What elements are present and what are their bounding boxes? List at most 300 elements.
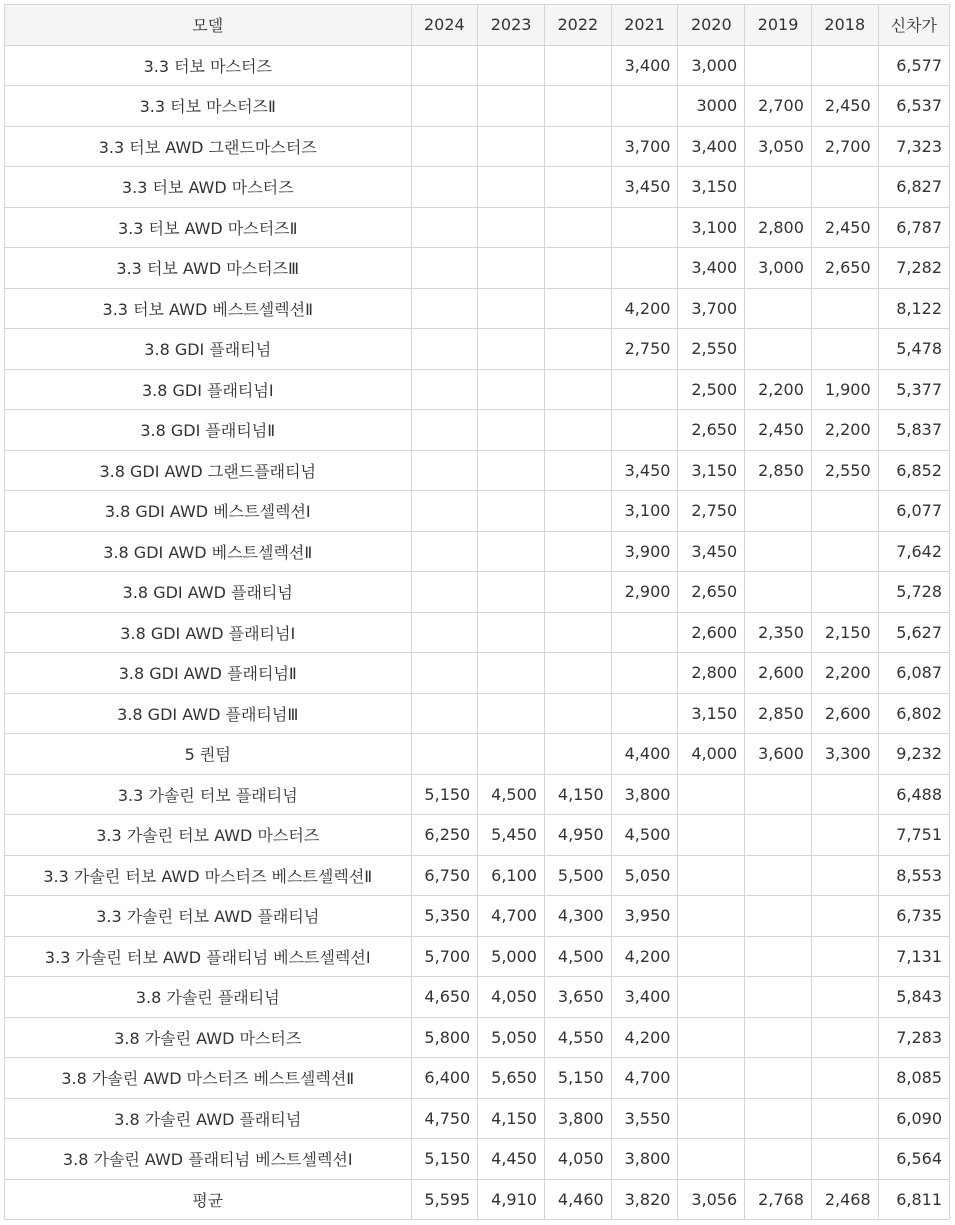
price-cell: 5,843 <box>878 977 949 1018</box>
price-cell <box>544 207 611 248</box>
table-row <box>5 774 950 815</box>
price-cell: 5,050 <box>611 855 678 896</box>
price-cell: 5,350 <box>411 896 478 937</box>
price-cell <box>478 612 545 653</box>
table-row <box>5 1139 950 1180</box>
price-cell: 2,200 <box>811 653 878 694</box>
price-cell <box>478 734 545 775</box>
price-cell <box>544 86 611 127</box>
price-cell <box>811 45 878 86</box>
price-cell <box>544 531 611 572</box>
table-row <box>5 1058 950 1099</box>
price-cell <box>411 734 478 775</box>
price-cell <box>411 369 478 410</box>
model-name-cell: 3.3 가솔린 터보 AWD 마스터즈 <box>5 815 412 856</box>
price-cell <box>811 491 878 532</box>
price-cell: 4,400 <box>611 734 678 775</box>
price-cell: 4,550 <box>544 1017 611 1058</box>
price-cell <box>544 288 611 329</box>
price-cell: 6,077 <box>878 491 949 532</box>
table-row <box>5 531 950 572</box>
table-row <box>5 734 950 775</box>
price-cell <box>745 977 812 1018</box>
price-cell: 2,200 <box>811 410 878 451</box>
price-cell: 4,500 <box>478 774 545 815</box>
price-cell <box>544 167 611 208</box>
price-cell: 5,478 <box>878 329 949 370</box>
price-cell: 4,750 <box>411 1098 478 1139</box>
price-cell: 4,500 <box>611 815 678 856</box>
price-cell <box>611 369 678 410</box>
price-cell <box>411 531 478 572</box>
model-name-cell: 3.3 터보 AWD 베스트셀렉션Ⅱ <box>5 288 412 329</box>
price-cell <box>411 653 478 694</box>
price-cell: 5,700 <box>411 936 478 977</box>
average-cell: 4,910 <box>478 1179 545 1220</box>
price-cell: 2,700 <box>745 86 812 127</box>
price-cell <box>745 1058 812 1099</box>
model-name-cell: 3.3 터보 마스터즈 <box>5 45 412 86</box>
price-cell: 3,150 <box>678 693 745 734</box>
price-cell: 3,000 <box>678 45 745 86</box>
price-cell: 9,232 <box>878 734 949 775</box>
header-2024: 2024 <box>411 5 478 46</box>
price-cell: 6,750 <box>411 855 478 896</box>
price-cell: 7,282 <box>878 248 949 289</box>
price-cell <box>411 126 478 167</box>
price-cell: 7,283 <box>878 1017 949 1058</box>
price-cell: 4,500 <box>544 936 611 977</box>
price-cell <box>478 86 545 127</box>
price-cell: 7,642 <box>878 531 949 572</box>
model-name-cell: 5 퀀텀 <box>5 734 412 775</box>
price-cell: 4,200 <box>611 288 678 329</box>
price-cell <box>678 1098 745 1139</box>
price-cell: 4,300 <box>544 896 611 937</box>
header-2023: 2023 <box>478 5 545 46</box>
header-new-car-price: 신차가 <box>878 5 949 46</box>
price-cell: 7,323 <box>878 126 949 167</box>
model-name-cell: 3.8 GDI 플래티넘Ⅰ <box>5 369 412 410</box>
table-row <box>5 86 950 127</box>
price-cell <box>745 1098 812 1139</box>
price-cell: 7,131 <box>878 936 949 977</box>
table-row <box>5 329 950 370</box>
price-cell: 2,450 <box>745 410 812 451</box>
price-cell <box>411 248 478 289</box>
price-cell: 2,900 <box>611 572 678 613</box>
price-cell: 3,600 <box>745 734 812 775</box>
price-cell <box>678 896 745 937</box>
table-row <box>5 207 950 248</box>
price-cell: 3,100 <box>678 207 745 248</box>
price-cell <box>678 977 745 1018</box>
price-cell <box>411 450 478 491</box>
price-cell <box>745 1139 812 1180</box>
average-label: 평균 <box>5 1179 412 1220</box>
average-row <box>5 1179 950 1220</box>
price-cell: 5,050 <box>478 1017 545 1058</box>
price-cell: 6,827 <box>878 167 949 208</box>
price-cell: 4,450 <box>478 1139 545 1180</box>
price-cell: 3,300 <box>811 734 878 775</box>
price-cell: 2,200 <box>745 369 812 410</box>
price-cell: 4,650 <box>411 977 478 1018</box>
price-cell <box>478 126 545 167</box>
price-cell: 5,650 <box>478 1058 545 1099</box>
price-cell: 4,150 <box>478 1098 545 1139</box>
price-cell <box>411 612 478 653</box>
price-cell: 2,650 <box>678 410 745 451</box>
price-cell: 2,450 <box>811 207 878 248</box>
price-cell: 6,488 <box>878 774 949 815</box>
price-cell: 3,800 <box>611 774 678 815</box>
price-cell: 7,751 <box>878 815 949 856</box>
price-cell: 3,400 <box>678 248 745 289</box>
model-name-cell: 3.3 가솔린 터보 플래티넘 <box>5 774 412 815</box>
price-cell <box>544 572 611 613</box>
price-cell <box>478 572 545 613</box>
table-row <box>5 572 950 613</box>
price-cell: 2,750 <box>678 491 745 532</box>
price-cell <box>811 977 878 1018</box>
table-row <box>5 126 950 167</box>
price-cell: 4,050 <box>478 977 545 1018</box>
price-cell: 2,850 <box>745 450 812 491</box>
table-row <box>5 491 950 532</box>
table-row <box>5 815 950 856</box>
table-row <box>5 936 950 977</box>
table-row <box>5 977 950 1018</box>
price-cell <box>478 693 545 734</box>
price-cell <box>544 369 611 410</box>
table-row <box>5 167 950 208</box>
price-cell <box>745 531 812 572</box>
price-cell <box>811 531 878 572</box>
price-cell <box>745 896 812 937</box>
price-cell <box>811 855 878 896</box>
price-cell: 3,400 <box>678 126 745 167</box>
average-cell: 5,595 <box>411 1179 478 1220</box>
header-2022: 2022 <box>544 5 611 46</box>
price-cell <box>811 288 878 329</box>
price-cell: 2,500 <box>678 369 745 410</box>
price-cell <box>678 855 745 896</box>
price-cell <box>678 1139 745 1180</box>
price-cell: 2,450 <box>811 86 878 127</box>
model-name-cell: 3.8 GDI AWD 그랜드플래티넘 <box>5 450 412 491</box>
model-name-cell: 3.8 가솔린 AWD 마스터즈 <box>5 1017 412 1058</box>
price-cell: 3,150 <box>678 167 745 208</box>
table-row <box>5 612 950 653</box>
price-cell: 3,100 <box>611 491 678 532</box>
table-row <box>5 450 950 491</box>
model-name-cell: 3.8 GDI AWD 플래티넘 <box>5 572 412 613</box>
price-cell: 5,000 <box>478 936 545 977</box>
price-cell <box>811 936 878 977</box>
price-cell: 5,150 <box>411 774 478 815</box>
price-cell: 2,800 <box>745 207 812 248</box>
average-cell: 6,811 <box>878 1179 949 1220</box>
price-cell <box>811 1098 878 1139</box>
price-cell: 3,450 <box>611 167 678 208</box>
price-cell <box>745 855 812 896</box>
price-cell: 4,700 <box>611 1058 678 1099</box>
price-cell: 5,627 <box>878 612 949 653</box>
table-row <box>5 1098 950 1139</box>
price-cell: 6,087 <box>878 653 949 694</box>
price-cell: 6,787 <box>878 207 949 248</box>
price-cell: 2,600 <box>678 612 745 653</box>
price-cell: 2,600 <box>811 693 878 734</box>
price-cell: 2,750 <box>611 329 678 370</box>
table-row <box>5 45 950 86</box>
model-name-cell: 3.8 가솔린 AWD 플래티넘 <box>5 1098 412 1139</box>
price-cell: 5,150 <box>544 1058 611 1099</box>
model-name-cell: 3.8 GDI AWD 플래티넘Ⅱ <box>5 653 412 694</box>
model-name-cell: 3.8 GDI AWD 플래티넘Ⅰ <box>5 612 412 653</box>
price-cell: 6,852 <box>878 450 949 491</box>
price-cell: 6,577 <box>878 45 949 86</box>
price-cell: 4,150 <box>544 774 611 815</box>
price-cell: 3,400 <box>611 45 678 86</box>
price-cell: 6,100 <box>478 855 545 896</box>
table-row <box>5 248 950 289</box>
price-cell <box>811 815 878 856</box>
model-name-cell: 3.8 GDI AWD 베스트셀렉션Ⅱ <box>5 531 412 572</box>
price-cell <box>611 410 678 451</box>
price-cell: 4,700 <box>478 896 545 937</box>
price-cell <box>544 693 611 734</box>
table-header-row <box>5 5 950 46</box>
price-cell: 8,553 <box>878 855 949 896</box>
table-row <box>5 369 950 410</box>
price-cell <box>544 45 611 86</box>
table-row <box>5 1017 950 1058</box>
price-cell: 6,250 <box>411 815 478 856</box>
price-cell: 5,450 <box>478 815 545 856</box>
price-cell: 2,850 <box>745 693 812 734</box>
average-cell: 4,460 <box>544 1179 611 1220</box>
average-cell: 2,768 <box>745 1179 812 1220</box>
model-name-cell: 3.8 GDI AWD 베스트셀렉션Ⅰ <box>5 491 412 532</box>
model-name-cell: 3.8 가솔린 플래티넘 <box>5 977 412 1018</box>
price-cell: 5,800 <box>411 1017 478 1058</box>
price-cell: 4,200 <box>611 1017 678 1058</box>
price-cell: 3,950 <box>611 896 678 937</box>
price-cell <box>811 1017 878 1058</box>
model-name-cell: 3.3 가솔린 터보 AWD 플래티넘 <box>5 896 412 937</box>
price-cell: 3,000 <box>745 248 812 289</box>
price-cell: 5,500 <box>544 855 611 896</box>
price-cell: 4,050 <box>544 1139 611 1180</box>
price-cell <box>544 612 611 653</box>
price-cell: 2,700 <box>811 126 878 167</box>
price-cell: 3000 <box>678 86 745 127</box>
price-cell <box>544 491 611 532</box>
price-cell <box>611 612 678 653</box>
price-cell: 2,550 <box>678 329 745 370</box>
price-cell: 5,377 <box>878 369 949 410</box>
price-cell <box>478 410 545 451</box>
header-2020: 2020 <box>678 5 745 46</box>
price-cell <box>544 410 611 451</box>
model-name-cell: 3.8 가솔린 AWD 마스터즈 베스트셀렉션Ⅱ <box>5 1058 412 1099</box>
price-cell: 3,800 <box>544 1098 611 1139</box>
model-name-cell: 3.3 터보 AWD 마스터즈 <box>5 167 412 208</box>
price-cell <box>811 1058 878 1099</box>
price-cell: 6,090 <box>878 1098 949 1139</box>
price-cell: 3,450 <box>611 450 678 491</box>
average-cell: 3,820 <box>611 1179 678 1220</box>
price-cell: 4,000 <box>678 734 745 775</box>
price-cell <box>745 329 812 370</box>
price-cell <box>411 288 478 329</box>
price-cell <box>544 126 611 167</box>
price-cell <box>478 653 545 694</box>
price-cell: 8,122 <box>878 288 949 329</box>
header-model: 모델 <box>5 5 412 46</box>
price-cell <box>678 1058 745 1099</box>
price-cell <box>544 734 611 775</box>
price-cell <box>745 774 812 815</box>
price-cell: 3,550 <box>611 1098 678 1139</box>
table-body <box>5 45 950 1179</box>
table-row <box>5 896 950 937</box>
price-cell <box>611 693 678 734</box>
price-cell: 3,700 <box>611 126 678 167</box>
price-cell <box>611 653 678 694</box>
model-name-cell: 3.3 가솔린 터보 AWD 플래티넘 베스트셀렉션Ⅰ <box>5 936 412 977</box>
price-cell <box>544 248 611 289</box>
price-cell <box>811 329 878 370</box>
price-cell <box>478 167 545 208</box>
price-cell: 3,150 <box>678 450 745 491</box>
price-cell: 6,537 <box>878 86 949 127</box>
table-row <box>5 288 950 329</box>
price-cell <box>745 45 812 86</box>
price-cell <box>478 450 545 491</box>
price-cell: 3,700 <box>678 288 745 329</box>
price-cell: 3,400 <box>611 977 678 1018</box>
model-name-cell: 3.8 GDI AWD 플래티넘Ⅲ <box>5 693 412 734</box>
price-cell: 6,400 <box>411 1058 478 1099</box>
price-cell: 3,450 <box>678 531 745 572</box>
price-cell: 6,735 <box>878 896 949 937</box>
price-cell <box>544 653 611 694</box>
header-2019: 2019 <box>745 5 812 46</box>
price-cell <box>411 167 478 208</box>
price-cell <box>745 936 812 977</box>
price-cell <box>811 1139 878 1180</box>
price-cell <box>544 450 611 491</box>
model-name-cell: 3.8 GDI 플래티넘Ⅱ <box>5 410 412 451</box>
table-row <box>5 653 950 694</box>
model-name-cell: 3.3 터보 AWD 마스터즈Ⅱ <box>5 207 412 248</box>
model-name-cell: 3.3 가솔린 터보 AWD 마스터즈 베스트셀렉션Ⅱ <box>5 855 412 896</box>
price-cell <box>745 572 812 613</box>
used-car-price-table <box>4 4 950 1220</box>
price-cell <box>678 1017 745 1058</box>
price-cell <box>478 248 545 289</box>
price-cell: 2,550 <box>811 450 878 491</box>
price-cell <box>678 936 745 977</box>
price-cell <box>478 329 545 370</box>
price-cell: 2,800 <box>678 653 745 694</box>
average-cell: 3,056 <box>678 1179 745 1220</box>
price-cell <box>478 207 545 248</box>
table-row <box>5 855 950 896</box>
price-cell <box>811 572 878 613</box>
price-cell <box>678 774 745 815</box>
price-cell <box>611 248 678 289</box>
price-cell <box>411 410 478 451</box>
price-cell: 5,150 <box>411 1139 478 1180</box>
table-row <box>5 693 950 734</box>
price-cell <box>411 86 478 127</box>
price-cell <box>611 86 678 127</box>
price-cell <box>745 167 812 208</box>
header-2018: 2018 <box>811 5 878 46</box>
price-cell: 8,085 <box>878 1058 949 1099</box>
price-cell: 6,802 <box>878 693 949 734</box>
price-cell <box>544 329 611 370</box>
price-cell <box>478 531 545 572</box>
average-cell: 2,468 <box>811 1179 878 1220</box>
price-cell <box>811 774 878 815</box>
price-cell: 6,564 <box>878 1139 949 1180</box>
price-cell <box>745 491 812 532</box>
price-cell: 4,200 <box>611 936 678 977</box>
price-cell: 2,150 <box>811 612 878 653</box>
price-cell <box>745 815 812 856</box>
price-cell <box>678 815 745 856</box>
price-cell <box>811 896 878 937</box>
header-2021: 2021 <box>611 5 678 46</box>
price-cell <box>478 45 545 86</box>
price-cell <box>411 491 478 532</box>
price-cell <box>411 329 478 370</box>
price-cell: 2,650 <box>678 572 745 613</box>
price-cell: 4,950 <box>544 815 611 856</box>
price-cell: 5,837 <box>878 410 949 451</box>
price-cell: 3,900 <box>611 531 678 572</box>
price-cell <box>478 491 545 532</box>
model-name-cell: 3.3 터보 AWD 마스터즈Ⅲ <box>5 248 412 289</box>
price-cell: 2,350 <box>745 612 812 653</box>
price-cell <box>411 572 478 613</box>
model-name-cell: 3.3 터보 마스터즈Ⅱ <box>5 86 412 127</box>
price-cell: 1,900 <box>811 369 878 410</box>
price-cell: 3,050 <box>745 126 812 167</box>
price-cell: 5,728 <box>878 572 949 613</box>
price-cell: 2,650 <box>811 248 878 289</box>
price-cell <box>745 288 812 329</box>
price-cell <box>478 369 545 410</box>
model-name-cell: 3.8 가솔린 AWD 플래티넘 베스트셀렉션Ⅰ <box>5 1139 412 1180</box>
price-cell <box>811 167 878 208</box>
price-cell <box>478 288 545 329</box>
price-cell: 3,650 <box>544 977 611 1018</box>
price-cell <box>411 693 478 734</box>
model-name-cell: 3.3 터보 AWD 그랜드마스터즈 <box>5 126 412 167</box>
price-cell: 2,600 <box>745 653 812 694</box>
price-cell <box>411 45 478 86</box>
price-cell: 3,800 <box>611 1139 678 1180</box>
price-cell <box>745 1017 812 1058</box>
table-row <box>5 410 950 451</box>
price-cell <box>611 207 678 248</box>
